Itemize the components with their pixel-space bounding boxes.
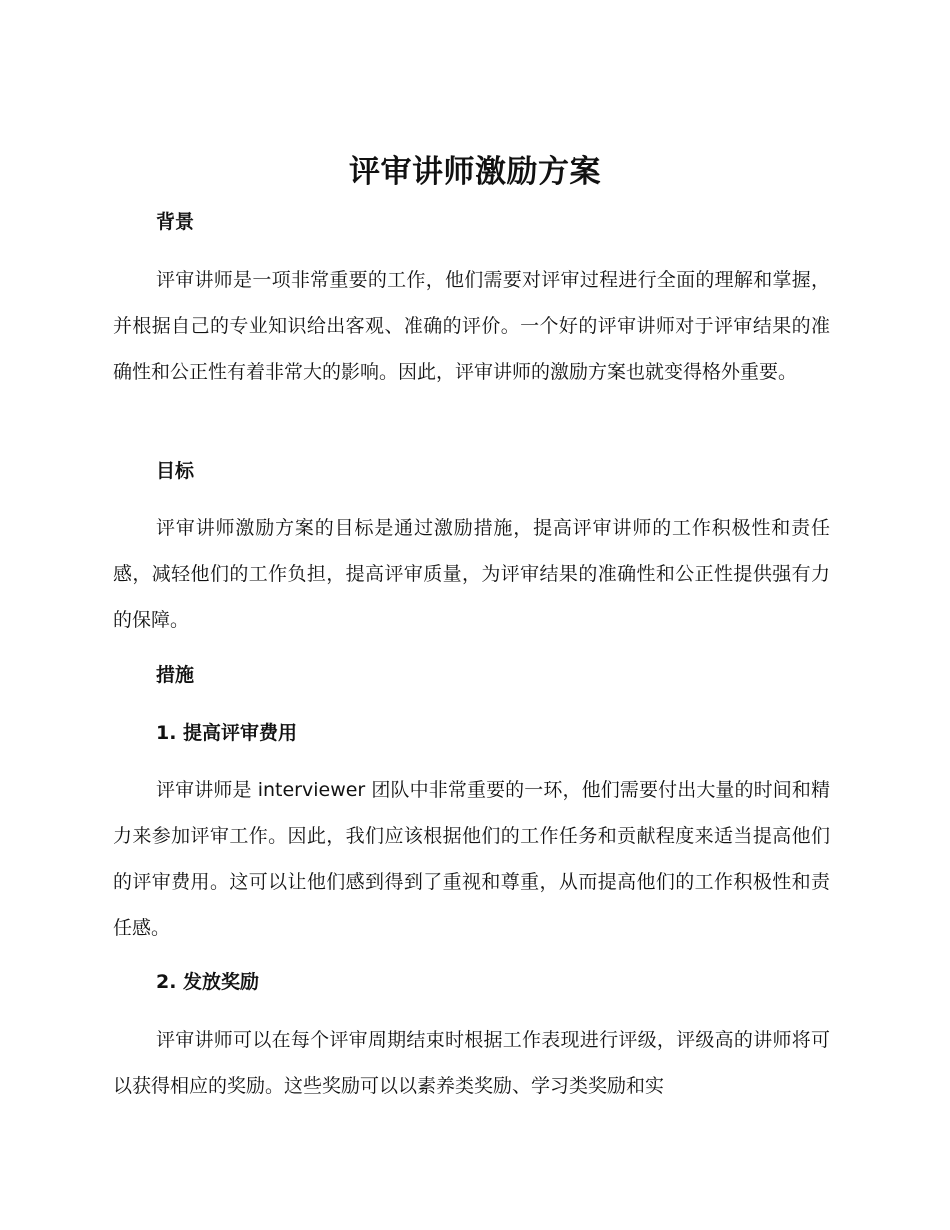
section-heading-background: 背景 [156,211,195,233]
document-title: 评审讲师激励方案 [349,154,601,190]
paragraph-measure-2: 评审讲师可以在每个评审周期结束时根据工作表现进行评级，评级高的讲师将可以获得相应的奖励。这些奖励可以以素养类奖励、学习类奖励和实 [113,1029,830,1097]
paragraph-goal: 评审讲师激励方案的目标是通过激励措施，提高评审讲师的工作积极性和责任感，减轻他们的工作负担，提高评审质量，为评审结果的准确性和公正性提供强有力的保障。 [113,517,830,631]
paragraph-background: 评审讲师是一项非常重要的工作，他们需要对评审过程进行全面的理解和掌握，并根据自己的专业知识给出客观、准确的评价。一个好的评审讲师对于评审结果的准确性和公正性有着非常大的影响。因此，评审讲师的激励方案也就变得格外重要。 [113,269,830,383]
section-heading-goal: 目标 [156,460,195,482]
paragraph-measure-1: 评审讲师是 interviewer 团队中非常重要的一环，他们需要付出大量的时间和精力来参加评审工作。因此，我们应该根据他们的工作任务和贡献程度来适当提高他们的评审费用。这可以让他们感到得到了重视和尊重，从而提高他们的工作积极性和责任感。 [113,779,830,939]
subheading-measure-1: 1. 提高评审费用 [156,722,298,744]
section-heading-measures: 措施 [156,664,195,686]
subheading-measure-2: 2. 发放奖励 [156,971,260,993]
